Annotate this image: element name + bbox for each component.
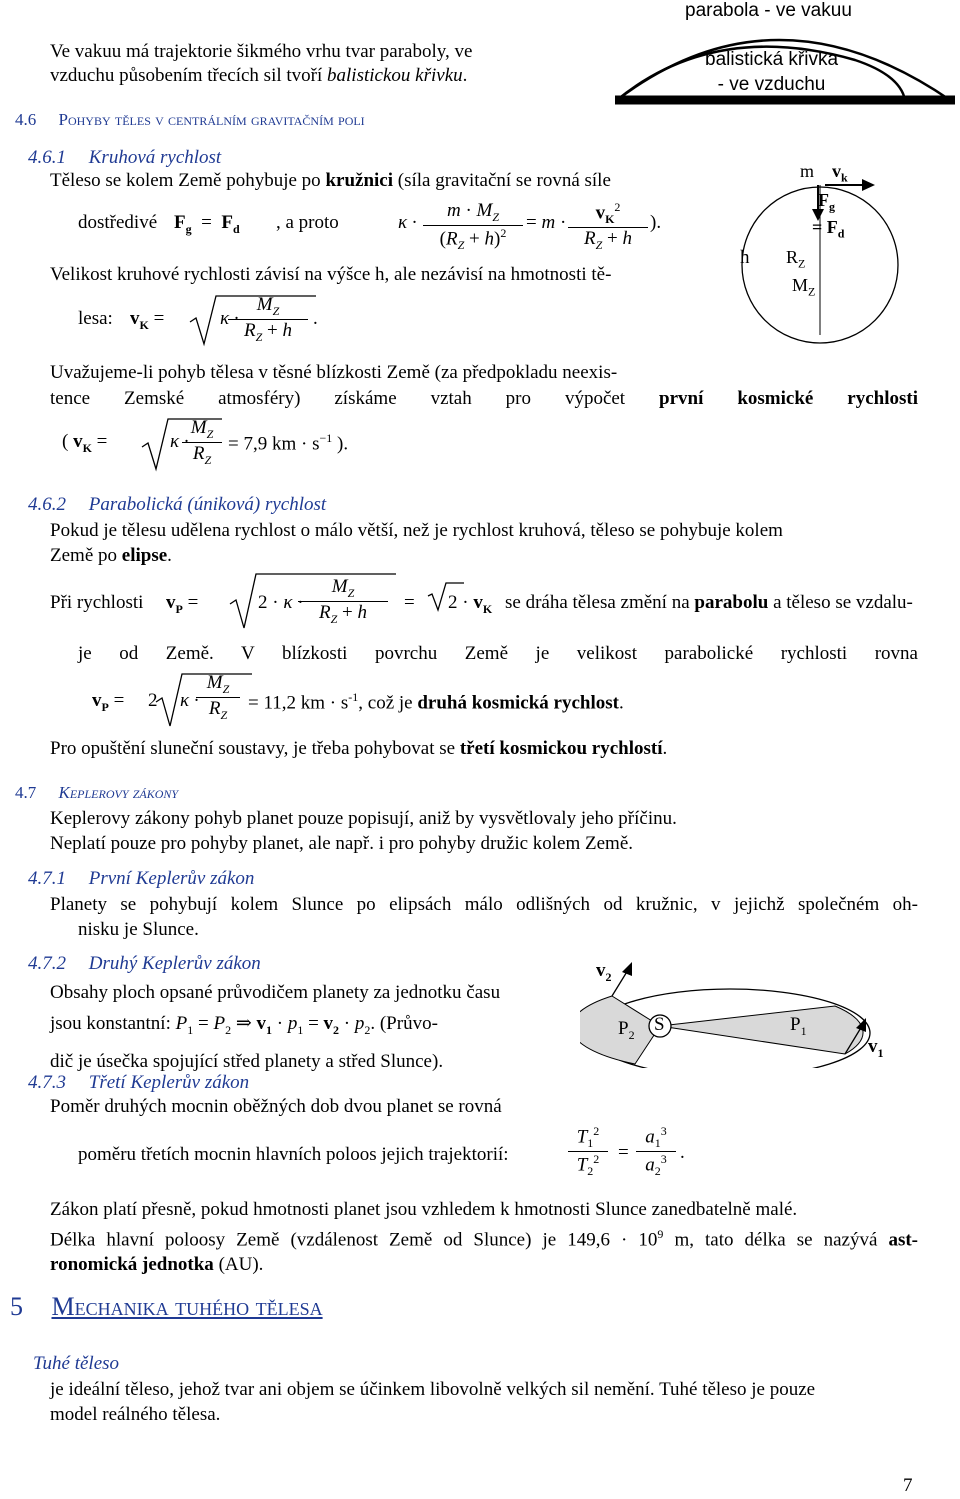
intro-paragraph (50, 40, 472, 87)
fg-label: $F_g$ (818, 190, 835, 214)
h-label: h (740, 247, 750, 268)
third-kepler-law-text-2: poměru třetích mocnin hlavních poloos jejich trajektorií: (78, 1144, 509, 1165)
orbit-diagram (730, 155, 930, 345)
equation-parabolic-speed: Při rychlosti $v_P$ = 2 · κ · $\frac{M_Z}{R_Z + h}$ = $2 \cdot v_K$ se dráha tělesa změní na parabolu a těleso se vzdalu- (50, 570, 920, 634)
sun-label: S (654, 1014, 665, 1035)
first-kepler-law-text: Planety se pohybují kolem Slunce po elipsách málo odlišných od kružnic, v jejichž společném oh- nisku je Slunce. (50, 894, 918, 940)
section-4-7-heading: 4.7 Keplerovy zákony (15, 783, 179, 802)
section-4-6-heading: 4.6 Pohyby těles v centrálním gravitačním poli (15, 110, 365, 129)
velocity-arrowhead (862, 179, 875, 191)
rigid-body-definition: je ideální těleso, jehož tvar ani objem se účinkem libovolně velkých sil nemění. Tuhé těleso je pouze model reálného tělesa. (50, 1379, 816, 1425)
mass-label: m (800, 161, 815, 181)
kepler-intro: Keplerovy zákony pohyb planet pouze popisují, aniž by vysvětlovaly jeho příčinu. Neplatí pouze pro pohyby planet, ale např. i pro pohyby družic kolem Země. (50, 808, 677, 854)
v2-label: $v_2$ (596, 960, 612, 984)
second-kepler-law-text: Obsahy ploch opsané průvodičem planety za jednotku času jsou konstantní: $P_1 = P_2$ ⇒ $v_1 \cdot p_1 = v_2 \cdot p_2$. (Průvo- dič je úsečka spojující střed planety a střed Slunce). (50, 982, 501, 1072)
v1-label: $v_1$ (868, 1036, 884, 1060)
vk-label: $v_k$ (832, 161, 848, 185)
first-cosmic-speed-paragraph: Uvažujeme-li pohyb tělesa v těsné blízkosti Země (za předpokladu neexis- tence Zemské atmosféry) získáme vztah pro výpočet první kosmické rychlosti (50, 362, 919, 409)
trajectory-figure (605, 0, 960, 115)
section-4-7-1-heading: 4.7.1 První Keplerův zákon (28, 868, 255, 889)
mz-label: $M_Z$ (792, 275, 816, 299)
intro-line-1: Ve vakuu má trajektorie šikmého vrhu tvar paraboly, ve (50, 41, 473, 62)
p1-label: $P_1$ (790, 1014, 807, 1038)
kepler-ellipse-diagram (580, 958, 910, 1068)
equation-circular-speed: lesa: $v_K$ = κ · $\frac{M_Z}{R_Z + h}$ . (78, 294, 318, 344)
circular-orbit-figure (730, 155, 930, 345)
third-kepler-law-paragraph: Zákon platí přesně, pokud hmotnosti planet jsou vzhledem k hmotnosti Slunce zanedbatelně malé. Délka hlavní poloosy Země (vzdálenost Země od Slunce) je $149,6 \cdot 10^9$ m, tato délka se nazývá ast- ronomická jednotka (AU). (50, 1199, 919, 1276)
equation-third-kepler-law: $\frac{T_1^2}{T_2^2}$ = $\frac{a_1^3}{a_2^3}$ . (568, 1124, 708, 1194)
parabolic-speed-paragraph-2: je od Země. V blízkosti povrchu Země je velikost parabolické rychlosti rovna (78, 643, 918, 664)
kepler-orbit-figure (580, 958, 910, 1068)
circular-speed-text-1: Těleso se kolem Země pohybuje po kružnici (síla gravitační se rovná síle (50, 170, 611, 191)
fd-label: = $F_d$ (812, 217, 845, 241)
section-4-7-3-heading: 4.7.3 Třetí Keplerův zákon (28, 1072, 250, 1093)
v2-arrowhead (622, 962, 632, 976)
equation-second-cosmic-speed: $v_P$ = 2 κ · $\frac{M_Z}{R_Z}$ = 11,2 km · $s^{-1}$, což je druhá kosmická rychlost. (92, 670, 792, 732)
rigid-body-subheading: Tuhé těleso (33, 1353, 120, 1374)
section-4-6-1-heading: 4.6.1 Kruhová rychlost (28, 147, 222, 168)
section-4-6-2-heading: 4.6.2 Parabolická (úniková) rychlost (28, 494, 327, 515)
third-kepler-law-text-1: Poměr druhých mocnin oběžných dob dvou planet se rovná (50, 1096, 502, 1117)
chapter-5-heading: 5 Mechanika tuhého tělesa (10, 1292, 323, 1321)
p2-label: $P_2$ (618, 1018, 635, 1042)
parabolic-speed-paragraph-1: Pokud je tělesu udělena rychlost o málo větší, než je rychlost kruhová, těleso se pohybuje kolem Země po elipse. (50, 520, 783, 566)
ballistic-label: balistická křivka - ve vzduchu (705, 49, 839, 95)
intro-line-2: vzduchu působením třecích sil tvoří balistickou křivku. (50, 64, 468, 86)
v2-vector (612, 970, 628, 996)
page-number: 7 (903, 1475, 913, 1496)
equation-first-cosmic-speed: ( $v_K$ = κ · $\frac{M_Z}{R_Z}$ = 7,9 km · $s^{-1}$ ). (62, 415, 402, 477)
section-4-7-2-heading: 4.7.2 Druhý Keplerův zákon (28, 953, 261, 974)
third-cosmic-speed-text: Pro opuštění sluneční soustavy, je třeba pohybovat se třetí kosmickou rychlostí. (50, 738, 668, 759)
area-p1 (660, 1006, 863, 1054)
rz-label: $R_Z$ (786, 247, 806, 271)
circular-speed-text-2: Velikost kruhové rychlosti závisí na výšce h, ale nezávisí na hmotnosti tě- (50, 264, 612, 285)
parabola-label: parabola - ve vakuu (685, 0, 852, 21)
